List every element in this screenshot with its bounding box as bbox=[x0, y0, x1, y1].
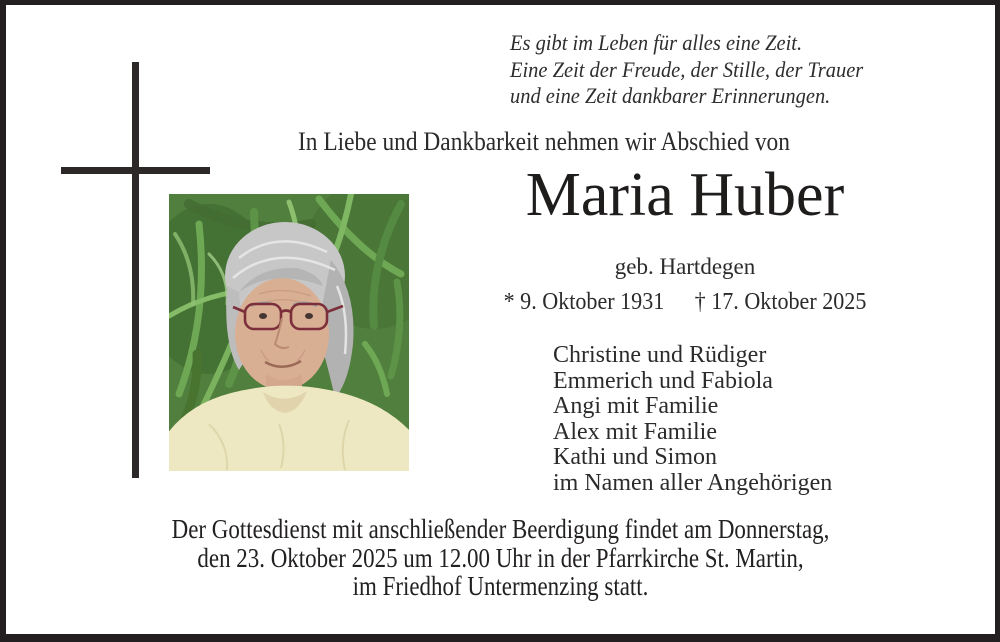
service-announcement bbox=[6, 515, 995, 601]
mourner-line-1: Christine und Rüdiger bbox=[553, 342, 767, 368]
birth-date: * 9. Oktober 1931 bbox=[503, 289, 665, 315]
service-line-3: im Friedhof Untermenzing statt. bbox=[352, 571, 649, 602]
portrait-photo bbox=[169, 194, 409, 471]
maiden-name: geb. Hartdegen bbox=[614, 254, 756, 279]
deceased-name: Maria Huber bbox=[525, 161, 845, 229]
mourner-line-4: Alex mit Familie bbox=[553, 418, 717, 445]
mourners-list bbox=[553, 343, 832, 497]
quote-line-2: Eine Zeit der Freude, der Stille, der Trauer bbox=[510, 56, 864, 82]
mourner-line-2: Emmerich und Fabiola bbox=[553, 367, 773, 394]
life-dates bbox=[469, 290, 901, 314]
service-line-1: Der Gottesdienst mit anschließender Beerdigung findet am Donnerstag, bbox=[171, 514, 830, 544]
mourner-line-3: Angi mit Familie bbox=[553, 393, 719, 420]
quote-line-3: und eine Zeit dankbarer Erinnerungen. bbox=[510, 83, 831, 108]
mourner-line-6: im Namen aller Angehörigen bbox=[553, 469, 833, 496]
quote-line-1: Es gibt im Leben für alles eine Zeit. bbox=[510, 30, 803, 55]
farewell-intro: In Liebe und Dankbarkeit nehmen wir Abschied von bbox=[298, 127, 790, 156]
cross-vertical-bar bbox=[132, 62, 139, 478]
memorial-quote bbox=[510, 30, 863, 110]
mourner-line-5: Kathi und Simon bbox=[553, 444, 718, 471]
death-date: † 17. Oktober 2025 bbox=[694, 289, 867, 315]
service-line-2: den 23. Oktober 2025 um 12.00 Uhr in der Pfarrkirche St. Martin, bbox=[197, 542, 804, 573]
cross-horizontal-bar bbox=[61, 167, 210, 174]
